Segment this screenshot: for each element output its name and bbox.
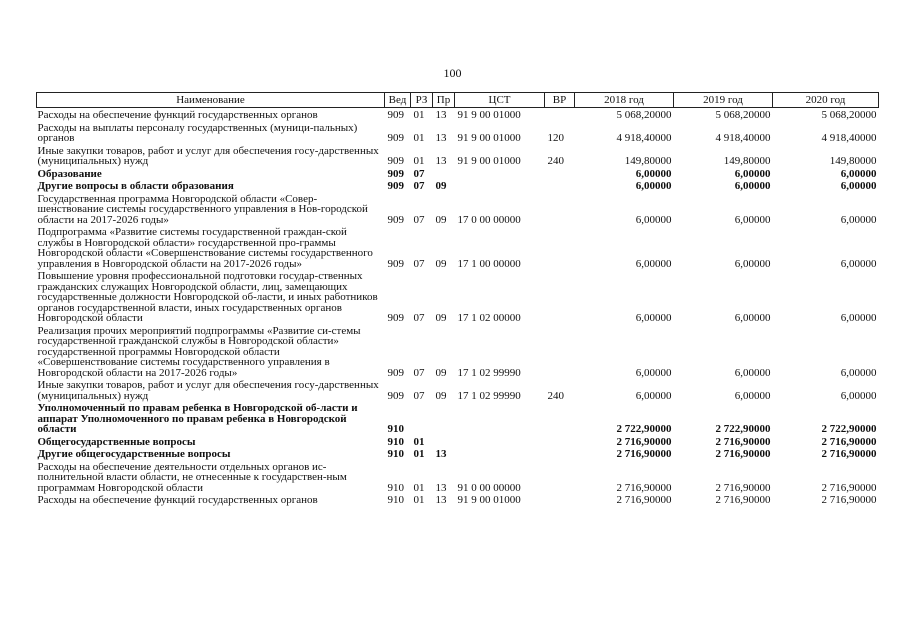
header-2019: 2019 год [674, 93, 773, 108]
cell-cst [455, 179, 545, 192]
table-row [37, 493, 879, 506]
table-row [37, 192, 879, 226]
cell-cst: 17 1 02 00000 [457, 312, 521, 324]
cell-cst: 17 0 00 00000 [457, 213, 521, 226]
header-pr: Пр [433, 93, 455, 108]
cell-cst: 91 9 00 01000 [457, 155, 521, 167]
cell-rz: 07 [413, 366, 425, 379]
table-row [37, 447, 879, 460]
cell-y2018: 6,00000 [635, 366, 672, 379]
cell-y2020: 2 716,90000 [821, 494, 877, 506]
cell-pr [433, 435, 455, 448]
cell-y2019: 6,00000 [734, 213, 771, 226]
cell-name: Другие вопросы в области образования [37, 180, 234, 192]
cell-cst: 17 1 02 99990 [457, 389, 521, 402]
cell-ved: 909 [387, 109, 404, 121]
cell-ved: 909 [387, 389, 404, 402]
cell-name: Расходы на выплаты персоналу государственных (муници-пальных) органов [37, 121, 358, 144]
table-row [37, 269, 879, 324]
cell-rz: 07 [413, 167, 425, 180]
cell-y2020: 2 716,90000 [821, 435, 877, 448]
cell-y2018: 5 068,20000 [616, 109, 672, 121]
cell-y2020: 2 716,90000 [821, 448, 877, 460]
cell-pr: 09 [435, 257, 447, 270]
cell-rz: 01 [413, 155, 425, 167]
cell-y2020: 6,00000 [840, 180, 877, 192]
cell-name: Другие общегосударственные вопросы [37, 448, 231, 460]
cell-ved: 909 [387, 180, 404, 192]
cell-vr [545, 324, 575, 379]
cell-cst: 91 9 00 01000 [457, 109, 521, 121]
table-row [37, 225, 879, 269]
cell-y2018: 6,00000 [635, 257, 672, 270]
cell-y2019: 2 722,90000 [715, 423, 771, 435]
cell-ved: 910 [387, 481, 404, 494]
cell-pr: 13 [435, 109, 447, 121]
cell-name: Расходы на обеспечение функций государственных органов [37, 109, 318, 121]
table-row [37, 179, 879, 192]
cell-y2019: 6,00000 [734, 180, 771, 192]
cell-rz: 01 [413, 435, 425, 448]
cell-vr [545, 447, 575, 460]
cell-cst: 91 0 00 00000 [457, 481, 521, 494]
header-ved: Вед [385, 93, 411, 108]
cell-cst: 17 1 02 99990 [457, 366, 521, 379]
cell-name: Общегосударственные вопросы [37, 435, 196, 448]
cell-y2019: 5 068,20000 [715, 109, 771, 121]
cell-vr: 240 [547, 389, 564, 402]
cell-y2018: 6,00000 [635, 180, 672, 192]
cell-rz: 01 [413, 494, 425, 506]
header-vr: ВР [545, 93, 575, 108]
cell-y2019: 4 918,40000 [715, 132, 771, 144]
cell-pr: 13 [435, 494, 447, 506]
cell-cst: 17 1 00 00000 [457, 257, 521, 270]
cell-y2018: 2 716,90000 [616, 435, 672, 448]
cell-y2018: 6,00000 [635, 389, 672, 402]
cell-name: Повышение уровня профессиональной подготовки государ-ственных гражданских служащих Новгородской области, лиц, замещающих государственные должности Новгородской об-ласти, и иных работников органов государственной власти, иных государственных органов Новгородской области [37, 270, 378, 324]
cell-y2019: 6,00000 [734, 257, 771, 270]
cell-y2018: 4 918,40000 [616, 132, 672, 144]
cell-vr [545, 167, 575, 180]
cell-ved: 909 [387, 167, 404, 180]
cell-y2018: 2 716,90000 [616, 481, 672, 494]
cell-y2018: 2 716,90000 [616, 448, 672, 460]
cell-y2020: 5 068,20000 [821, 109, 877, 121]
cell-pr: 13 [435, 132, 447, 144]
header-name: Наименование [37, 93, 385, 108]
table-row [37, 121, 879, 144]
cell-rz: 07 [413, 389, 425, 402]
cell-y2020: 2 722,90000 [821, 423, 877, 435]
page-number: 100 [443, 66, 462, 80]
cell-vr [545, 493, 575, 506]
cell-pr: 13 [435, 155, 447, 167]
cell-vr [545, 192, 575, 226]
cell-name: Иные закупки товаров, работ и услуг для обеспечения госу-дарственных (муниципальных) нужд [37, 144, 379, 167]
cell-pr: 09 [435, 366, 447, 379]
cell-y2020: 6,00000 [840, 312, 877, 324]
table-row [37, 144, 879, 167]
cell-rz: 07 [413, 180, 425, 192]
table-row [37, 108, 879, 121]
cell-y2018: 149,80000 [624, 155, 672, 167]
cell-rz: 01 [413, 132, 425, 144]
cell-y2019: 2 716,90000 [715, 481, 771, 494]
budget-table [36, 92, 879, 506]
cell-cst [455, 435, 545, 448]
cell-y2019: 6,00000 [734, 389, 771, 402]
cell-name: Образование [37, 167, 102, 180]
cell-name: Расходы на обеспечение функций государственных органов [37, 494, 318, 506]
cell-pr: 09 [435, 312, 447, 324]
cell-ved: 910 [387, 435, 404, 448]
cell-ved: 909 [387, 132, 404, 144]
cell-rz: 07 [413, 213, 425, 226]
cell-pr: 13 [435, 448, 447, 460]
cell-y2018: 6,00000 [635, 213, 672, 226]
cell-pr [433, 401, 455, 435]
cell-y2018: 6,00000 [635, 312, 672, 324]
table-row [37, 378, 879, 401]
cell-y2020: 4 918,40000 [821, 132, 877, 144]
cell-vr [545, 179, 575, 192]
cell-name: Иные закупки товаров, работ и услуг для обеспечения госу-дарственных (муниципальных) нужд [37, 379, 379, 402]
cell-ved: 909 [387, 366, 404, 379]
cell-vr [545, 401, 575, 435]
cell-rz: 01 [413, 481, 425, 494]
cell-vr [545, 225, 575, 269]
cell-y2020: 6,00000 [840, 213, 877, 226]
cell-cst [455, 447, 545, 460]
cell-y2019: 2 716,90000 [715, 494, 771, 506]
cell-y2018: 2 722,90000 [616, 423, 672, 435]
cell-ved: 909 [387, 257, 404, 270]
cell-name: Уполномоченный по правам ребенка в Новгородской об-ласти и аппарат Уполномоченного по правам ребенка в Новгородской области [37, 402, 358, 435]
cell-name: Государственная программа Новгородской области «Совер-шенствование системы государственного управления в Нов-городской области на 2017-2026 годы» [37, 192, 368, 226]
cell-y2018: 2 716,90000 [616, 494, 672, 506]
cell-y2019: 149,80000 [723, 155, 771, 167]
cell-cst [455, 167, 545, 180]
cell-vr: 240 [547, 155, 564, 167]
cell-cst [455, 401, 545, 435]
cell-vr [545, 460, 575, 494]
cell-y2020: 6,00000 [840, 366, 877, 379]
header-2018: 2018 год [575, 93, 674, 108]
cell-name: Реализация прочих мероприятий подпрограммы «Развитие си-стемы государственной гражданской службы в Новгородской области» государственной программы Новгородской области «Совершенствование системы государственного управления в Новгородской области на 2017-2026 годы» [37, 324, 361, 379]
cell-y2019: 6,00000 [734, 167, 771, 180]
cell-rz [411, 401, 433, 435]
cell-ved: 909 [387, 312, 404, 324]
cell-ved: 910 [387, 448, 404, 460]
cell-rz: 01 [413, 109, 425, 121]
header-2020: 2020 год [773, 93, 879, 108]
cell-y2020: 2 716,90000 [821, 481, 877, 494]
table-row [37, 401, 879, 435]
cell-vr [545, 108, 575, 121]
table-row [37, 460, 879, 494]
cell-ved: 910 [387, 494, 404, 506]
cell-y2018: 6,00000 [635, 167, 672, 180]
cell-pr: 09 [435, 180, 447, 192]
cell-vr: 120 [547, 132, 564, 144]
table-body [37, 108, 879, 506]
cell-cst: 91 9 00 01000 [457, 494, 521, 506]
cell-rz: 07 [413, 312, 425, 324]
cell-y2020: 149,80000 [829, 155, 877, 167]
cell-rz: 07 [413, 257, 425, 270]
header-rz: РЗ [411, 93, 433, 108]
cell-ved: 909 [387, 155, 404, 167]
table-row [37, 167, 879, 180]
table-row [37, 324, 879, 379]
cell-vr [545, 269, 575, 324]
cell-pr: 13 [435, 481, 447, 494]
cell-ved: 910 [387, 423, 404, 435]
cell-y2020: 6,00000 [840, 389, 877, 402]
cell-pr: 09 [435, 389, 447, 402]
cell-y2019: 2 716,90000 [715, 448, 771, 460]
cell-name: Расходы на обеспечение деятельности отдельных органов ис-полнительной власти области, не отнесенные к государствен-ным программам Новгородской области [37, 460, 347, 494]
cell-rz: 01 [413, 448, 425, 460]
header-cst: ЦСТ [455, 93, 545, 108]
table-row [37, 435, 879, 448]
cell-y2019: 2 716,90000 [715, 435, 771, 448]
cell-y2019: 6,00000 [734, 312, 771, 324]
cell-pr: 09 [435, 213, 447, 226]
cell-ved: 909 [387, 213, 404, 226]
cell-pr [433, 167, 455, 180]
header-row [37, 93, 879, 108]
cell-y2019: 6,00000 [734, 366, 771, 379]
cell-y2020: 6,00000 [840, 167, 877, 180]
cell-y2020: 6,00000 [840, 257, 877, 270]
cell-cst: 91 9 00 01000 [457, 132, 521, 144]
cell-vr [545, 435, 575, 448]
cell-name: Подпрограмма «Развитие системы государственной граждан-ской службы в Новгородской области» государственной про-граммы Новгородской области «Совершенствование системы государственного управления в Новгородской области на 2017-2026 годы» [37, 226, 373, 270]
